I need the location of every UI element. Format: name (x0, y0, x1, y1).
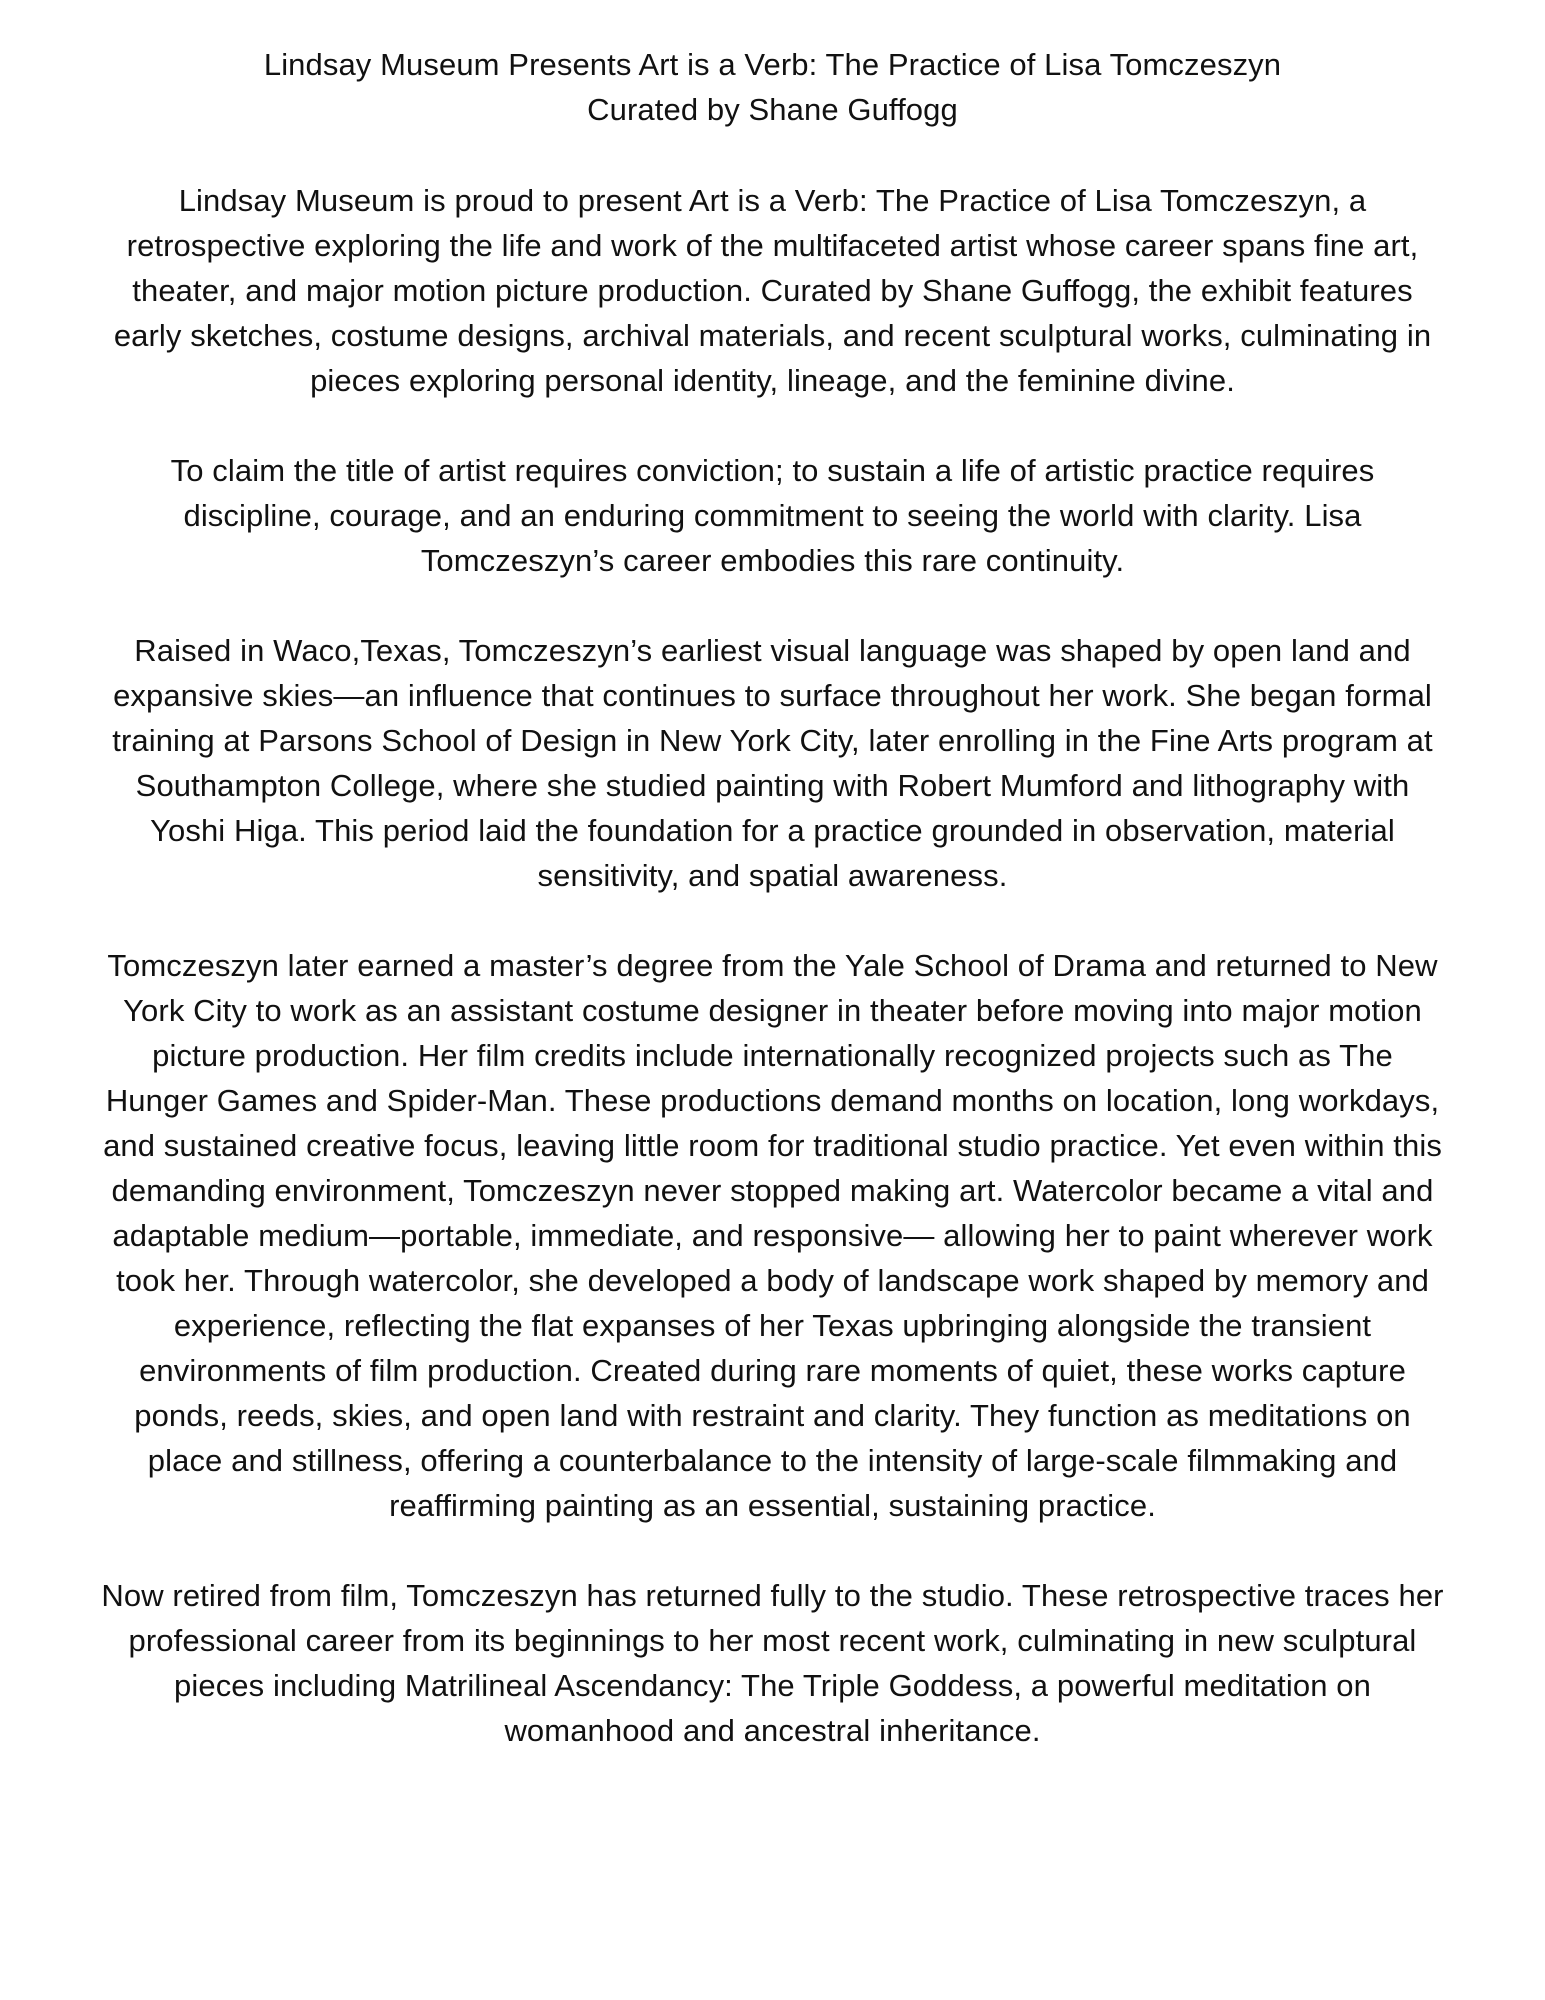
curator-line: Curated by Shane Guffogg (587, 92, 958, 127)
document-body (100, 178, 1445, 1753)
paragraph-intro: Lindsay Museum is proud to present Art is a Verb: The Practice of Lisa Tomczeszyn, a retrospective exploring the life and work of the multifaceted artist whose career spans fine art, theater, and major motion picture production. Curated by Shane Guffogg, the exhibit features early sketches, costume designs, archival materials, and recent sculptural works, culminating in pieces exploring personal identity, lineage, and the feminine divine. (113, 183, 1432, 398)
paragraph-conviction: To claim the title of artist requires conviction; to sustain a life of artistic practice requires discipline, courage, and an enduring commitment to seeing the world with clarity. Lisa Tomczeszyn’s career embodies this rare continuity. (170, 453, 1375, 578)
document-title: Lindsay Museum Presents Art is a Verb: The Practice of Lisa Tomczeszyn (263, 47, 1282, 82)
paragraph-early-life: Raised in Waco,Texas, Tomczeszyn’s earliest visual language was shaped by open land and expansive skies—an influence that continues to surface throughout her work. She began formal training at Parsons School of Design in New York City, later enrolling in the Fine Arts program at Southampton College, where she studied painting with Robert Mumford and lithography with Yoshi Higa. This period laid the foundation for a practice grounded in observation, material sensitivity, and spatial awareness. (112, 633, 1433, 893)
paragraph-career: Tomczeszyn later earned a master’s degree from the Yale School of Drama and returned to New York City to work as an assistant costume designer in theater before moving into major motion picture production. Her film credits include internationally recognized projects such as The Hunger Games and Spider-Man. These productions demand months on location, long workdays, and sustained creative focus, leaving little room for traditional studio practice. Yet even within this demanding environment, Tomczeszyn never stopped making art. Watercolor became a vital and adaptable medium—portable, immediate, and responsive— allowing her to paint wherever work took her. Through watercolor, she developed a body of landscape work shaped by memory and experience, reflecting the flat expanses of her Texas upbringing alongside the transient environments of film production. Created during rare moments of quiet, these works capture ponds, reeds, skies, and open land with restraint and clarity. They function as meditations on place and stillness, offering a counterbalance to the intensity of large-scale filmmaking and reaffirming painting as an essential, sustaining practice. (103, 948, 1442, 1523)
document-heading (0, 42, 1545, 132)
paragraph-retirement: Now retired from film, Tomczeszyn has returned fully to the studio. These retrospective traces her professional career from its beginnings to her most recent work, culminating in new sculptural pieces including Matrilineal Ascendancy: The Triple Goddess, a powerful meditation on womanhood and ancestral inheritance. (101, 1578, 1444, 1748)
